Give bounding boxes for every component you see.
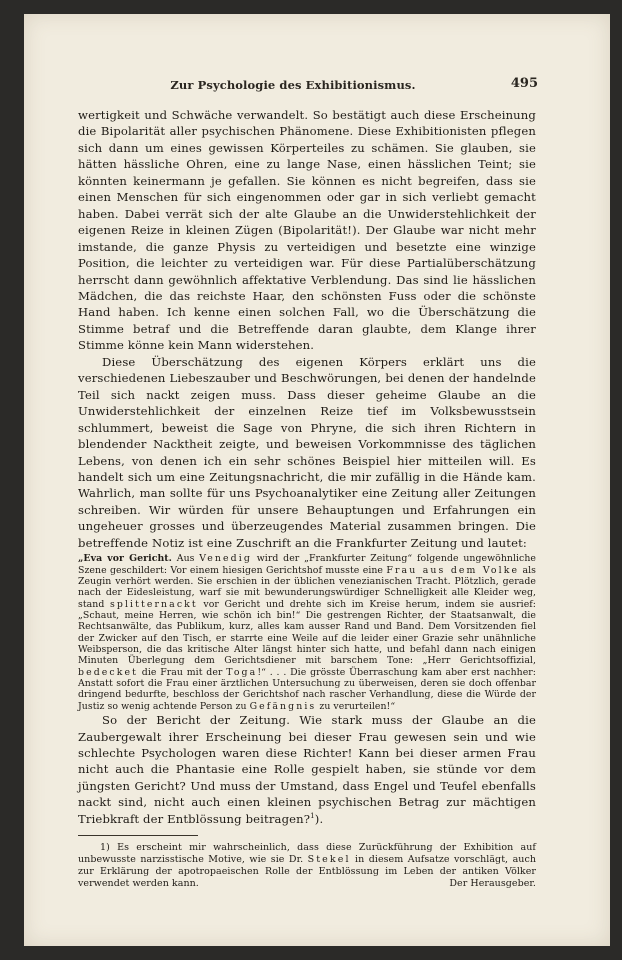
footnote-marker: 1) (100, 842, 110, 854)
paragraph-body: Diese Überschätzung des eigenen Körpers erklärt uns die verschiedenen Liebeszauber und Beschwörungen, bei denen der handelnde Teil sich nackt zeigen muss. Dass dieser geheime Glaube an die Unwiderstehlichkeit der einzelnen Reize tief im Volksbewusstsein schlummert, beweist die Sage von Phryne, die sich ihren Richtern in blendender Nacktheit zeigte, und beweisen Vorkommnisse des täglichen Lebens, von denen ich ein sehr schönes Beispiel hier mitteilen will. Es handelt sich um eine Zeitungsnachricht, die mir zufällig in die Hände kam. Wahrlich, man sollte für uns Psychoanalytiker eine Zeitung aller Zeitungen schreiben. Wir würden für unsere Behauptungen und Erfahrungen ein ungeheuer grosses und überzeugendes Material zusammen bringen. Die betreffende Notiz ist eine Zuschrift an die Frankfurter Zeitung und lautet: (78, 354, 536, 550)
footnote-author-name: Stekel (307, 854, 351, 866)
book-page (24, 14, 610, 946)
footnote-reference: 1 (310, 811, 315, 820)
footnote (78, 842, 536, 889)
quote-emphasis: Venedig (199, 553, 252, 565)
page-number: 495 (510, 76, 538, 91)
quote-emphasis: Frau aus dem Volke (386, 564, 520, 576)
paragraph-continuation: wertigkeit und Schwäche verwandelt. So bestätigt auch diese Erscheinung die Bipolarität aller psychischen Phänomene. Diese Exhibitionisten pflegen sich dann um eines gewissen Körperteiles zu schämen. Sie glauben, sie hätten hässliche Ohren, eine zu lange Nase, einen hässlichen Teint; sie könnten keinermann je gefallen. Sie können es nicht begreifen, dass sie einen Menschen für sich eingenommen oder gar in sich verliebt gemacht haben. Dabei verrät sich der alte Glaube an die Unwiderstehlichkeit der eigenen Reize in kleinen Zügen (Bipolarität!). Der Glaube war nicht mehr imstande, die ganze Physis zu verteidigen und besetzte eine winzige Position, die leichter zu verteidigen war. Für diese Partialüberschätzung herrscht dann gewöhnlich affektative Verblendung. Das sind lie hässlichen Mädchen, die das reichste Haar, den schönsten Fuss oder die schönste Hand haben. Ich kenne einen solchen Fall, wo die Überschätzung die Stimme betraf und die Betreffende daran glaubte, dem Klange ihrer Stimme könne kein Mann widerstehen. (78, 108, 536, 353)
quote-emphasis: Toga (226, 666, 258, 678)
quote-emphasis: bedecket (78, 666, 139, 678)
quote-text: als Zeugin verhört werden. Sie erschien in der üblichen venezianischen Tracht. Plötzlich, gerade nach der Eidesleistung, warf sie mit bewunderungswürdiger Schnelligkeit alle Kleider weg, stand (78, 564, 536, 610)
quote-text: !“ . . . Die grösste Überraschung kam aber erst nachher: Anstatt sofort die Frau einer ärztlichen Untersuchung zu überweisen, deren sie doch offenbar dringend bedurfte, beschloss der Gerichtshof nach rascher Verhandlung, diese die Würde der Justiz so wenig achtende Person zu (78, 666, 536, 712)
quote-emphasis: Gefängnis (249, 700, 317, 712)
quote-text: wird der „Frankfurter Zeitung“ folgende ungewöhnliche Szene geschildert: Vor einem hiesigen Gerichtshof musste eine (78, 553, 536, 576)
newspaper-quote (78, 553, 536, 712)
footnote-divider (78, 835, 198, 836)
footnote-text: in diesem Aufsatze vorschlägt, auch zur Erklärung der apotropaeischen Rolle der Entblössung im Leben der antiken Völker verwendet werden kann. (78, 854, 536, 889)
closing-text: So der Bericht der Zeitung. Wie stark muss der Glaube an die Zaubergewalt ihrer Erscheinung bei dieser Frau gewesen sein und wie schlechte Psychologen waren diese Richter! Kann bei dieser armen Frau nicht auch die Phantasie eine Rolle gespielt haben, sie stünde vor dem jüngsten Gericht? Und muss der Umstand, dass Engel und Teufel ebenfalls nackt sind, nicht auch einen kleinen psychischen Betrag zur mächtigen Triebkraft der Entblössung beitragen? (78, 713, 536, 826)
quote-title: „Eva vor Gericht. (78, 553, 172, 565)
page-body (78, 107, 536, 889)
paragraph-closing (78, 712, 536, 827)
quote-text: vor Gericht und drehte sich im Kreise herum, indem sie ausrief: „Schaut, meine Herren, wie schön ich bin!“ Die gestrengen Richter, der Staatsanwalt, die Rechtsanwälte, das Publikum, kurz, alles kam ausser Rand und Band. Dem Vorsitzenden fiel der Zwicker auf den Tisch, er starrte eine Weile auf die leider einer Grazie sehr unähnliche Weibsperson, die das kritische Alter längst hinter sich hatte, und befahl dann nach einigen Minuten Überlegung dem Gerichtsdiener mit barschem Tone: „Herr Gerichtsoffizial, (78, 598, 536, 667)
quote-emphasis: splitternackt (109, 598, 198, 610)
page-header (78, 78, 538, 98)
quote-text: die Frau mit der (138, 666, 227, 678)
quote-text: Aus (171, 553, 200, 565)
quote-text: zu verurteilen!“ (316, 700, 396, 712)
running-title: Zur Psychologie des Exhibitionismus. (170, 78, 416, 92)
footnote-text: Es erscheint mir wahrscheinlich, dass diese Zurückführung der Exhibition auf unbewusste narzisstische Motive, wie sie Dr. (78, 842, 536, 866)
closing-end: ). (314, 811, 324, 826)
footnote-signature: Der Herausgeber. (449, 877, 536, 889)
